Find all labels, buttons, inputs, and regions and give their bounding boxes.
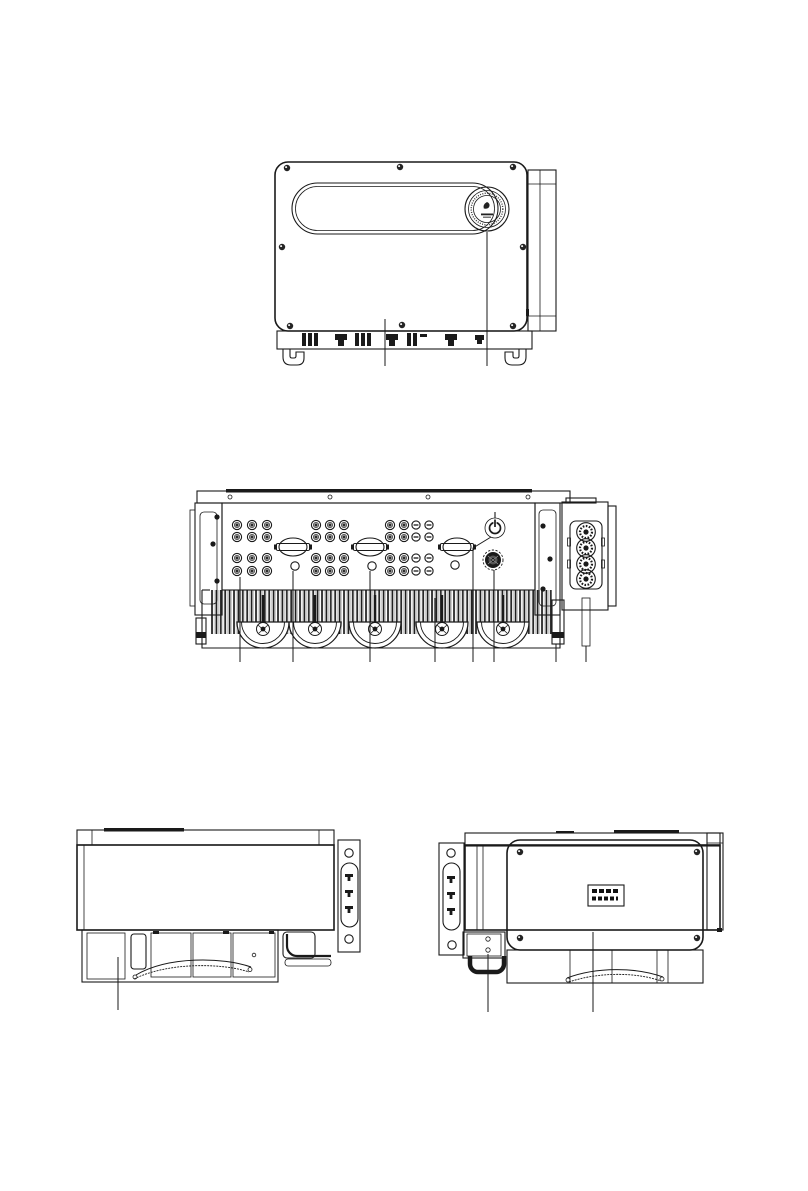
callout-lines [488, 932, 593, 1012]
junction-box [463, 932, 505, 972]
wall-bracket [439, 843, 464, 955]
warning-label [588, 885, 624, 906]
cover-screws [517, 849, 700, 941]
box-foot-b [582, 598, 590, 646]
vent-grille [668, 950, 703, 983]
left-side-view-figure [73, 826, 368, 1018]
com-connector [483, 550, 503, 570]
duct-elbow [283, 932, 331, 966]
dc-switch-2 [351, 538, 389, 570]
dc-switch-1 [274, 538, 312, 570]
pv-connector-group-1 [232, 520, 271, 575]
ac-box-cover [507, 840, 703, 950]
bottom-view-figure [188, 486, 623, 666]
vent-grille [87, 933, 125, 979]
decorative-groove [292, 183, 498, 234]
fan-tray [507, 950, 703, 983]
pull-wire [566, 970, 664, 982]
ac-connection-box [552, 498, 616, 646]
mounting-hook-left [283, 349, 304, 365]
top-lid [77, 828, 334, 845]
heatsink-and-fans [202, 590, 560, 648]
wall-bracket [338, 840, 360, 952]
negative-terminals [412, 521, 433, 575]
top-lid [465, 830, 720, 846]
brand-badge [465, 187, 509, 231]
power-button [485, 512, 505, 538]
top-strip [197, 489, 570, 503]
callout-lines [385, 232, 487, 366]
dc-switches [274, 538, 476, 570]
fan-tray [82, 930, 278, 982]
dc-switch-3 [438, 538, 476, 569]
left-foot [196, 618, 206, 644]
mounting-hook-right [505, 349, 526, 365]
side-connection-box [526, 170, 556, 331]
enclosure-body [77, 845, 334, 930]
pv-connector-group-2 [311, 520, 348, 575]
front-view-figure [270, 153, 565, 368]
cable-glands [302, 333, 484, 346]
enclosure-body [465, 833, 723, 932]
leaf-icon [484, 202, 490, 209]
right-side-view-figure [436, 828, 738, 1016]
bottom-face [222, 503, 535, 590]
